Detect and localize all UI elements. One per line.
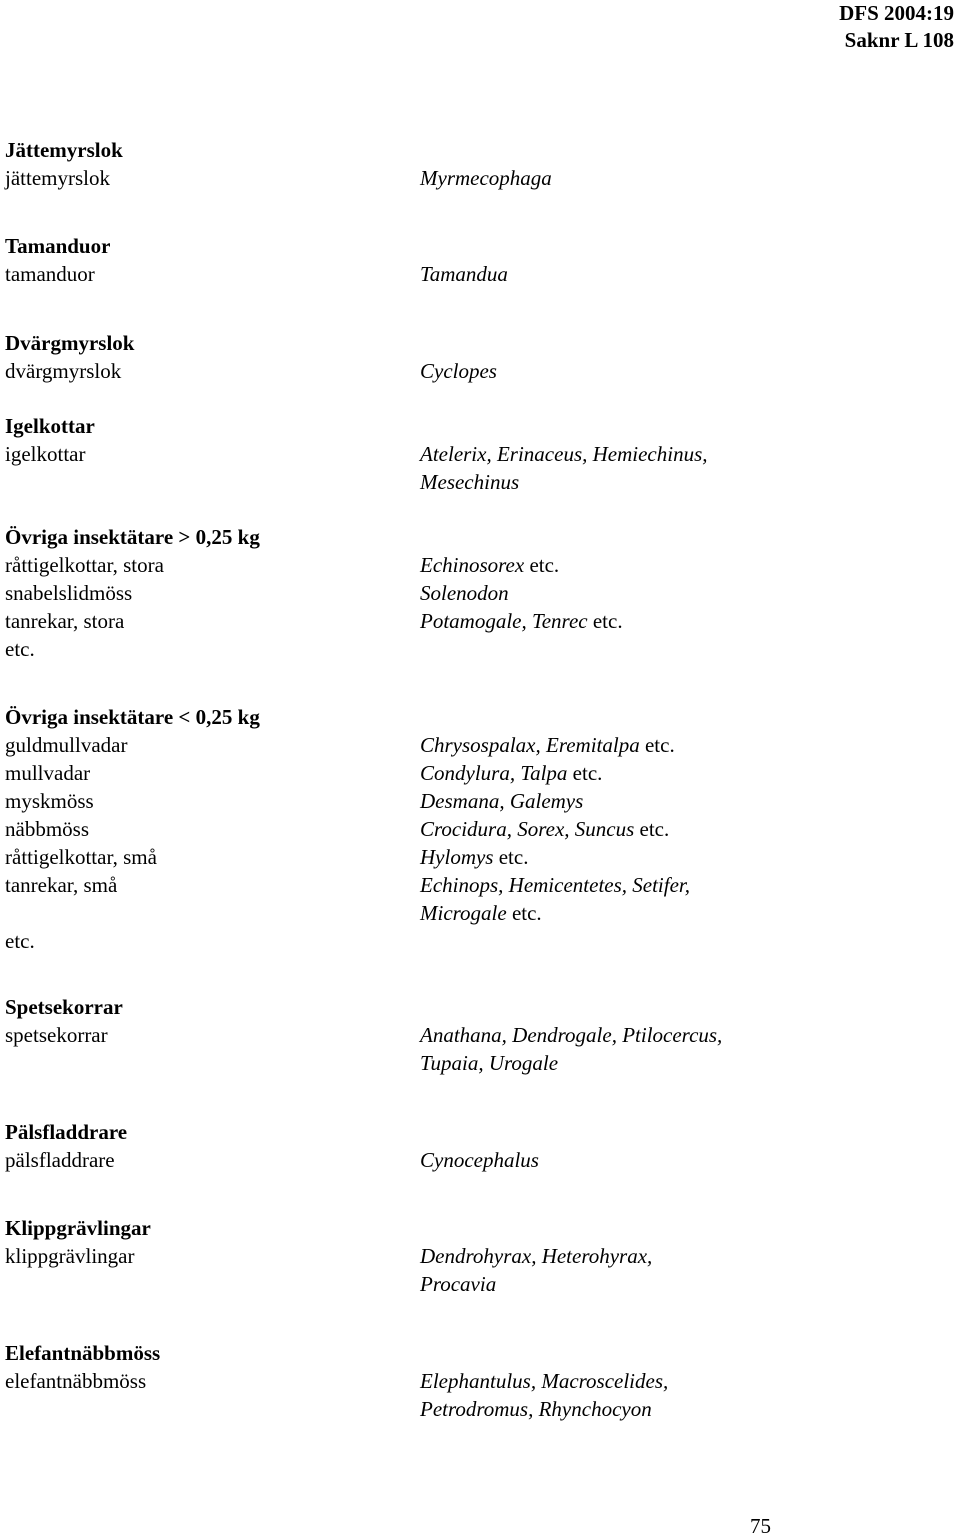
genus-name: Desmana, Galemys xyxy=(420,789,584,813)
genus-line xyxy=(420,731,960,759)
genus-name: Echinops, Hemicentetes, Setifer, xyxy=(420,873,691,897)
genera-column xyxy=(420,731,960,927)
genus-suffix: etc. xyxy=(639,733,675,757)
genus-name: Tamandua xyxy=(420,262,508,286)
genus-line xyxy=(420,1367,960,1395)
genera-column xyxy=(420,1242,960,1298)
genera-column xyxy=(420,1146,960,1174)
common-name: etc. xyxy=(5,929,35,953)
common-name xyxy=(5,899,405,927)
common-names-column xyxy=(5,412,405,468)
common-name: snabelslidmöss xyxy=(5,581,133,605)
genus-line xyxy=(420,1146,960,1174)
genera-column xyxy=(420,1021,960,1077)
group-title: Spetsekorrar xyxy=(5,995,123,1019)
genus-line xyxy=(420,260,960,288)
genus-suffix: etc. xyxy=(506,901,542,925)
common-name: guldmullvadar xyxy=(5,733,128,757)
common-names-column xyxy=(5,703,405,955)
genus-name: Elephantulus, Macroscelides, xyxy=(420,1369,669,1393)
group-title: Igelkottar xyxy=(5,414,95,438)
common-name: tamanduor xyxy=(5,262,95,286)
genus-name: Atelerix, Erinaceus, Hemiechinus, xyxy=(420,442,708,466)
genus-suffix: etc. xyxy=(524,553,560,577)
group-title: Tamanduor xyxy=(5,234,111,258)
genus-suffix: etc. xyxy=(567,761,603,785)
common-names-column xyxy=(5,523,405,663)
group-title: Jättemyrslok xyxy=(5,138,123,162)
genus-line xyxy=(420,899,960,927)
group-title: Övriga insektätare > 0,25 kg xyxy=(5,525,260,549)
group-title: Dvärgmyrslok xyxy=(5,331,135,355)
group-title: Elefantnäbbmöss xyxy=(5,1341,161,1365)
group-title: Övriga insektätare < 0,25 kg xyxy=(5,705,260,729)
genera-column xyxy=(420,1367,960,1423)
common-name: igelkottar xyxy=(5,442,86,466)
common-name: råttigelkottar, stora xyxy=(5,553,164,577)
page-number: 75 xyxy=(750,1514,771,1538)
genus-suffix: etc. xyxy=(493,845,529,869)
common-names-column xyxy=(5,1339,405,1395)
group-title: Klippgrävlingar xyxy=(5,1216,151,1240)
common-name: spetsekorrar xyxy=(5,1023,108,1047)
common-names-column xyxy=(5,136,405,192)
genus-name: Potamogale, Tenrec xyxy=(420,609,588,633)
common-names-column xyxy=(5,1214,405,1270)
genus-name: Anathana, Dendrogale, Ptilocercus, xyxy=(420,1023,723,1047)
genus-line xyxy=(420,357,960,385)
common-name: näbbmöss xyxy=(5,817,89,841)
common-name: tanrekar, små xyxy=(5,873,118,897)
common-names-column xyxy=(5,993,405,1049)
common-name: myskmöss xyxy=(5,789,94,813)
document-header xyxy=(839,0,954,54)
common-name: jättemyrslok xyxy=(5,166,110,190)
genus-name: Condylura, Talpa xyxy=(420,761,568,785)
genus-line xyxy=(420,468,960,496)
genus-line xyxy=(420,579,960,607)
group-title: Pälsfladdrare xyxy=(5,1120,128,1144)
common-name: råttigelkottar, små xyxy=(5,845,157,869)
common-name: pälsfladdrare xyxy=(5,1148,115,1172)
genus-suffix: etc. xyxy=(634,817,670,841)
genus-line xyxy=(420,1270,960,1298)
genus-name: Dendrohyrax, Heterohyrax, xyxy=(420,1244,653,1268)
genus-name: Myrmecophaga xyxy=(420,166,552,190)
genus-suffix: etc. xyxy=(587,609,623,633)
genus-line xyxy=(420,815,960,843)
common-names-column xyxy=(5,232,405,288)
genus-line xyxy=(420,1049,960,1077)
genera-column xyxy=(420,551,960,635)
genus-name: Crocidura, Sorex, Suncus xyxy=(420,817,635,841)
genus-name: Hylomys xyxy=(420,845,494,869)
common-name: etc. xyxy=(5,637,35,661)
genus-line xyxy=(420,551,960,579)
genus-name: Chrysospalax, Eremitalpa xyxy=(420,733,640,757)
genus-line xyxy=(420,871,960,899)
document-reference: DFS 2004:19 xyxy=(839,1,954,25)
common-name: tanrekar, stora xyxy=(5,609,125,633)
genus-name: Cynocephalus xyxy=(420,1148,539,1172)
genera-column xyxy=(420,440,960,496)
genus-line xyxy=(420,164,960,192)
genus-line xyxy=(420,1242,960,1270)
genus-line xyxy=(420,440,960,468)
genus-name: Mesechinus xyxy=(420,470,520,494)
genera-column xyxy=(420,357,960,385)
genus-line xyxy=(420,607,960,635)
genus-name: Procavia xyxy=(420,1272,497,1296)
genus-line xyxy=(420,787,960,815)
document-saknr: Saknr L 108 xyxy=(844,28,954,52)
common-name: dvärgmyrslok xyxy=(5,359,122,383)
genus-name: Solenodon xyxy=(420,581,509,605)
common-name: mullvadar xyxy=(5,761,91,785)
genus-line xyxy=(420,1395,960,1423)
genus-line xyxy=(420,1021,960,1049)
genus-name: Echinosorex xyxy=(420,553,525,577)
genus-name: Microgale xyxy=(420,901,507,925)
common-name: klippgrävlingar xyxy=(5,1244,135,1268)
genus-line xyxy=(420,843,960,871)
genera-column xyxy=(420,260,960,288)
genera-column xyxy=(420,164,960,192)
common-names-column xyxy=(5,329,405,385)
common-name: elefantnäbbmöss xyxy=(5,1369,147,1393)
genus-line xyxy=(420,759,960,787)
genus-name: Tupaia, Urogale xyxy=(420,1051,559,1075)
genus-name: Cyclopes xyxy=(420,359,497,383)
genus-name: Petrodromus, Rhynchocyon xyxy=(420,1397,652,1421)
common-names-column xyxy=(5,1118,405,1174)
